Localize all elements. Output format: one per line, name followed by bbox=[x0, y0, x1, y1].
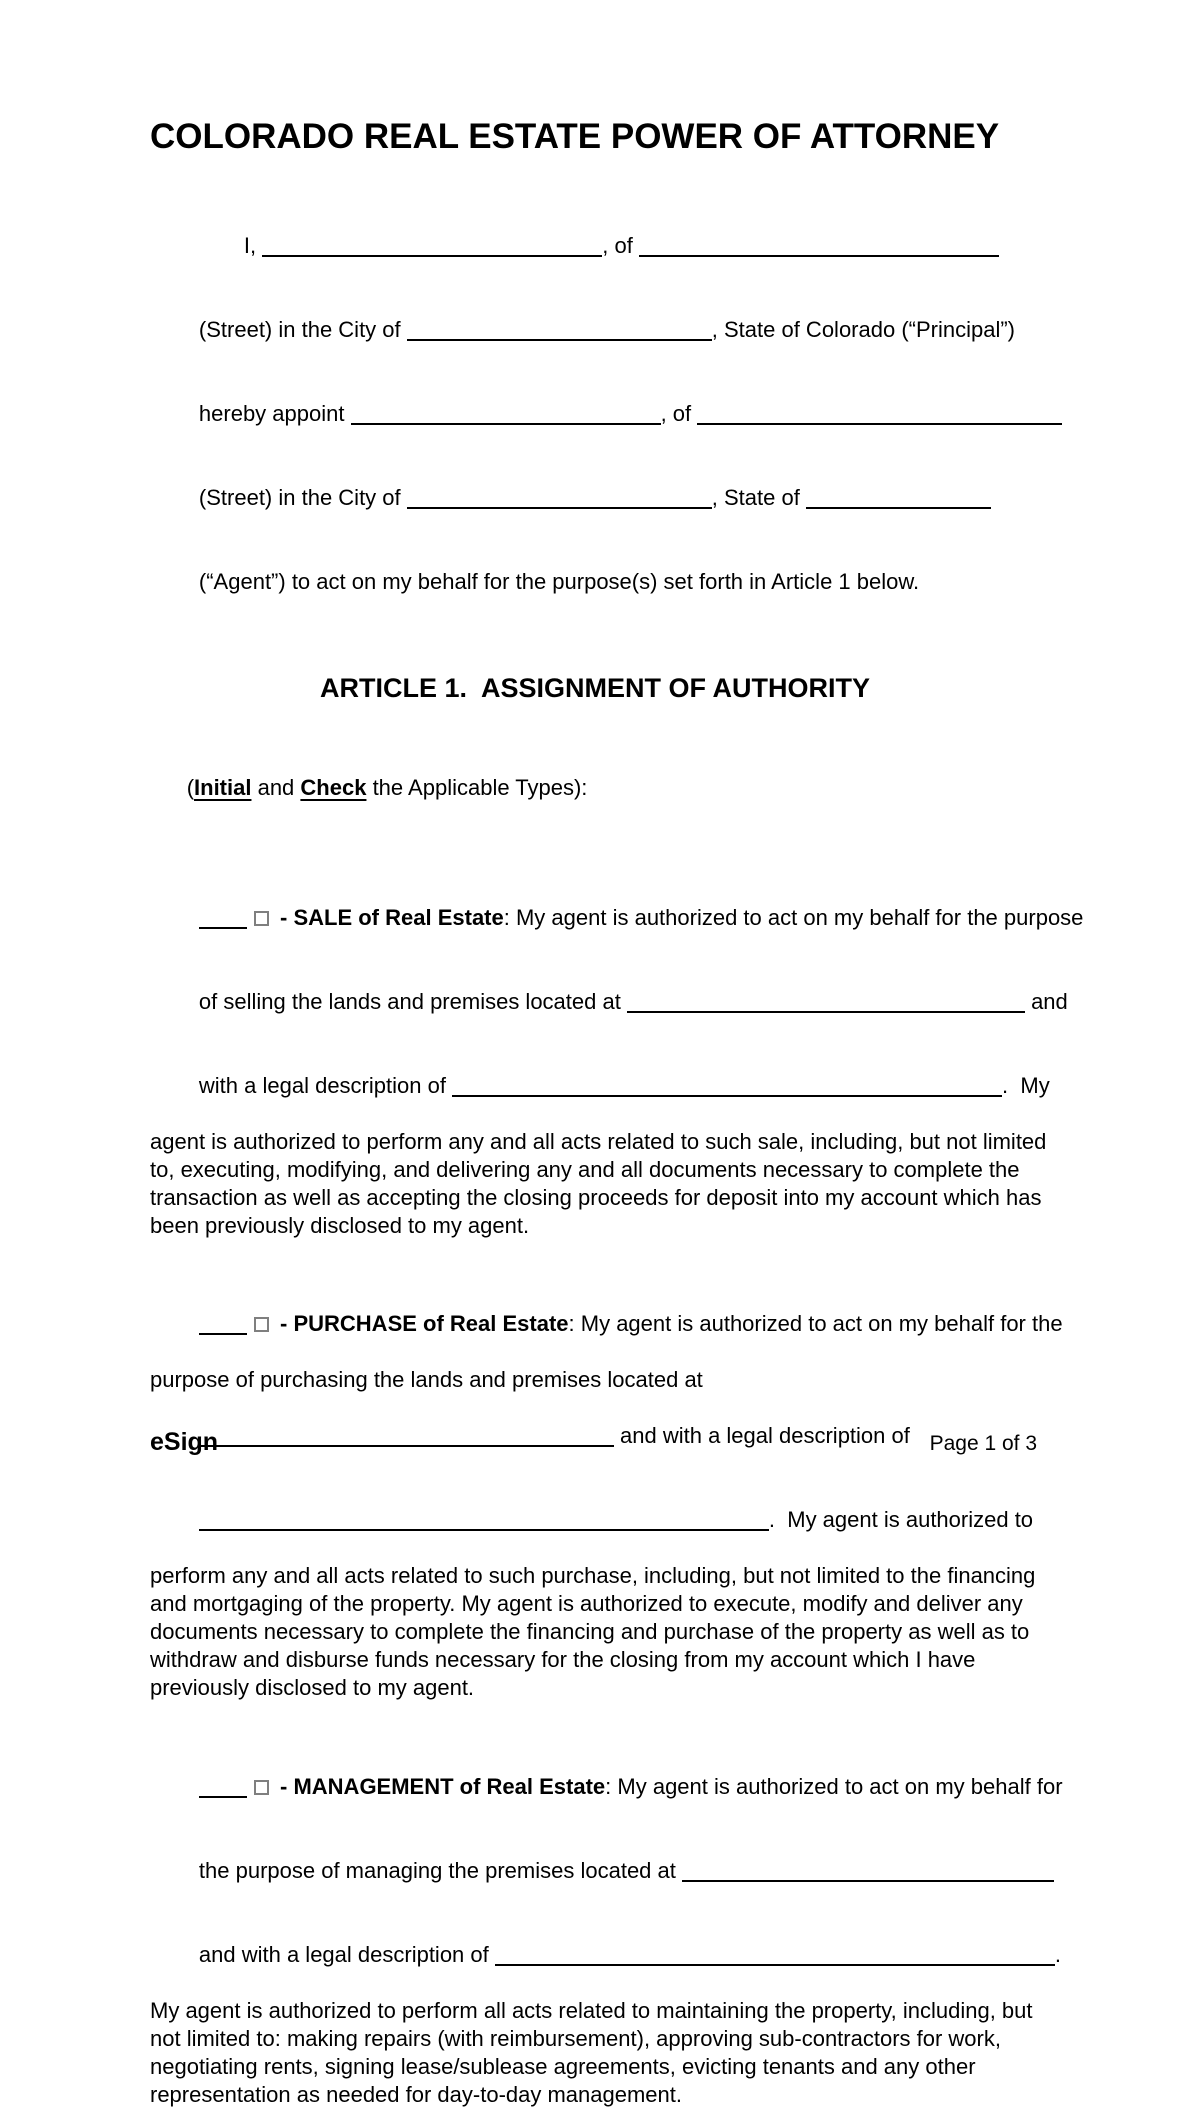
intro-line-4 bbox=[150, 456, 1040, 540]
sale-line-1 bbox=[150, 876, 1084, 960]
sale-text: been previously disclosed to my agent. bbox=[150, 1213, 530, 1238]
intro-text: , State of bbox=[711, 485, 806, 510]
intro-text: , of bbox=[660, 401, 698, 426]
sale-line-3 bbox=[150, 1044, 1050, 1128]
intro-line-2 bbox=[150, 288, 1040, 372]
management-label: - MANAGEMENT of Real Estate bbox=[273, 1774, 606, 1799]
intro-text: (Street) in the City of bbox=[198, 317, 407, 342]
sale-text: of selling the lands and premises located at bbox=[198, 989, 627, 1014]
management-premises-blank[interactable] bbox=[682, 1880, 1054, 1882]
purchase-text: . My agent is authorized to bbox=[768, 1507, 1034, 1532]
principal-street-blank[interactable] bbox=[639, 255, 999, 257]
management-line-7 bbox=[150, 2081, 1040, 2109]
purchase-line-5 bbox=[150, 1562, 1040, 1590]
management-line-1 bbox=[150, 1745, 1063, 1829]
document-content bbox=[150, 0, 1084, 2109]
intro-text: (Street) in the City of bbox=[198, 485, 407, 510]
intro-text: , of bbox=[602, 233, 639, 258]
esign-brand-label: eSign bbox=[150, 1428, 219, 1456]
purchase-text: perform any and all acts related to such purchase, including, but not limited to the financing bbox=[150, 1563, 1036, 1588]
purchase-line-8 bbox=[150, 1646, 1040, 1674]
document-title: COLORADO REAL ESTATE POWER OF ATTORNEY bbox=[150, 117, 1000, 156]
sale-text: and bbox=[1024, 989, 1068, 1014]
management-line-5 bbox=[150, 2025, 1040, 2053]
management-legal-description-blank[interactable] bbox=[495, 1964, 1055, 1966]
intro-line-1 bbox=[150, 204, 1040, 288]
instruction-check-word: Check bbox=[300, 775, 367, 800]
management-initials-blank[interactable] bbox=[199, 1796, 247, 1798]
agent-name-blank[interactable] bbox=[351, 423, 661, 425]
sale-premises-blank[interactable] bbox=[627, 1011, 1025, 1013]
intro-line-5 bbox=[150, 540, 1040, 624]
purchase-text: withdraw and disburse funds necessary for the closing from my account which I have bbox=[150, 1647, 976, 1672]
sale-text: transaction as well as accepting the closing proceeds for deposit into my account which has bbox=[150, 1185, 1042, 1210]
purchase-text: purpose of purchasing the lands and premises located at bbox=[150, 1367, 703, 1392]
management-text: My agent is authorized to perform all acts related to maintaining the property, including, but bbox=[150, 1998, 1033, 2023]
intro-text: , State of Colorado (“Principal”) bbox=[711, 317, 1015, 342]
purchase-line-9 bbox=[150, 1674, 1040, 1702]
purchase-text: and mortgaging of the property. My agent is authorized to execute, modify and deliver any bbox=[150, 1591, 1023, 1616]
purchase-legal-description-blank[interactable] bbox=[199, 1529, 769, 1531]
purchase-text: documents necessary to complete the financing and purchase of the property as well as to bbox=[150, 1619, 1030, 1644]
purchase-line-7 bbox=[150, 1618, 1040, 1646]
sale-line-6 bbox=[150, 1184, 1040, 1212]
agent-street-blank[interactable] bbox=[697, 423, 1062, 425]
sale-text: : My agent is authorized to act on my behalf for the purpose bbox=[503, 905, 1084, 930]
intro-text: hereby appoint bbox=[198, 401, 351, 426]
sale-text: with a legal description of bbox=[198, 1073, 453, 1098]
purchase-label: - PURCHASE of Real Estate bbox=[273, 1311, 569, 1336]
article1-heading: ARTICLE 1. ASSIGNMENT OF AUTHORITY bbox=[319, 673, 870, 703]
sale-initials-blank[interactable] bbox=[199, 927, 247, 929]
intro-text: (“Agent”) to act on my behalf for the purpose(s) set forth in Article 1 below. bbox=[198, 569, 920, 594]
purchase-paragraph bbox=[150, 1282, 1063, 1702]
management-text: . bbox=[1054, 1942, 1061, 1967]
sale-label: - SALE of Real Estate bbox=[273, 905, 504, 930]
intro-paragraph bbox=[150, 204, 1040, 624]
sale-text: to, executing, modifying, and delivering any and all documents necessary to complete the bbox=[150, 1157, 1020, 1182]
management-line-6 bbox=[150, 2053, 1040, 2081]
purchase-line-1 bbox=[150, 1282, 1063, 1366]
management-checkbox[interactable] bbox=[254, 1780, 269, 1795]
management-text: negotiating rents, signing lease/sublease agreements, evicting tenants and any other bbox=[150, 2054, 976, 2079]
management-text: : My agent is authorized to act on my behalf for bbox=[605, 1774, 1063, 1799]
management-text: not limited to: making repairs (with reimbursement), approving sub-contractors for work, bbox=[150, 2026, 1001, 2051]
purchase-line-4 bbox=[150, 1478, 1040, 1562]
management-paragraph bbox=[150, 1745, 1063, 2109]
principal-city-blank[interactable] bbox=[407, 339, 712, 341]
sale-line-2 bbox=[150, 960, 1068, 1044]
purchase-text: and with a legal description of bbox=[613, 1423, 910, 1448]
sale-text: . My bbox=[1002, 1073, 1050, 1098]
instruction-text: and bbox=[251, 775, 301, 800]
principal-name-blank[interactable] bbox=[262, 255, 602, 257]
intro-line-3 bbox=[150, 372, 1040, 456]
management-text: and with a legal description of bbox=[198, 1942, 495, 1967]
instruction-text: the Applicable Types): bbox=[366, 775, 588, 800]
sale-checkbox[interactable] bbox=[254, 911, 269, 926]
sale-text: agent is authorized to perform any and all acts related to such sale, including, but not limited bbox=[150, 1129, 1047, 1154]
intro-text: I, bbox=[243, 233, 263, 258]
instruction-initial-word: Initial bbox=[194, 775, 252, 800]
sale-line-4 bbox=[150, 1128, 1047, 1156]
sale-line-5 bbox=[150, 1156, 1040, 1184]
purchase-text: previously disclosed to my agent. bbox=[150, 1675, 475, 1700]
agent-city-blank[interactable] bbox=[407, 507, 712, 509]
purchase-line-6 bbox=[150, 1590, 1040, 1618]
sale-line-7 bbox=[150, 1212, 1040, 1240]
instruction-line bbox=[150, 746, 1040, 830]
management-line-3 bbox=[150, 1913, 1061, 1997]
instruction-text: ( bbox=[186, 775, 195, 800]
management-line-2 bbox=[150, 1829, 1040, 1913]
management-text: the purpose of managing the premises located at bbox=[198, 1858, 682, 1883]
sale-legal-description-blank[interactable] bbox=[452, 1095, 1002, 1097]
purchase-text: : My agent is authorized to act on my behalf for the bbox=[568, 1311, 1063, 1336]
page-footer bbox=[150, 1428, 1037, 1457]
purchase-checkbox[interactable] bbox=[254, 1317, 269, 1332]
management-text: representation as needed for day-to-day management. bbox=[150, 2082, 682, 2107]
management-line-4 bbox=[150, 1997, 1040, 2025]
agent-state-blank[interactable] bbox=[806, 507, 991, 509]
sale-paragraph bbox=[150, 876, 1084, 1240]
purchase-initials-blank[interactable] bbox=[199, 1333, 247, 1335]
page-number: Page 1 of 3 bbox=[929, 1432, 1037, 1455]
purchase-line-2 bbox=[150, 1366, 1040, 1394]
